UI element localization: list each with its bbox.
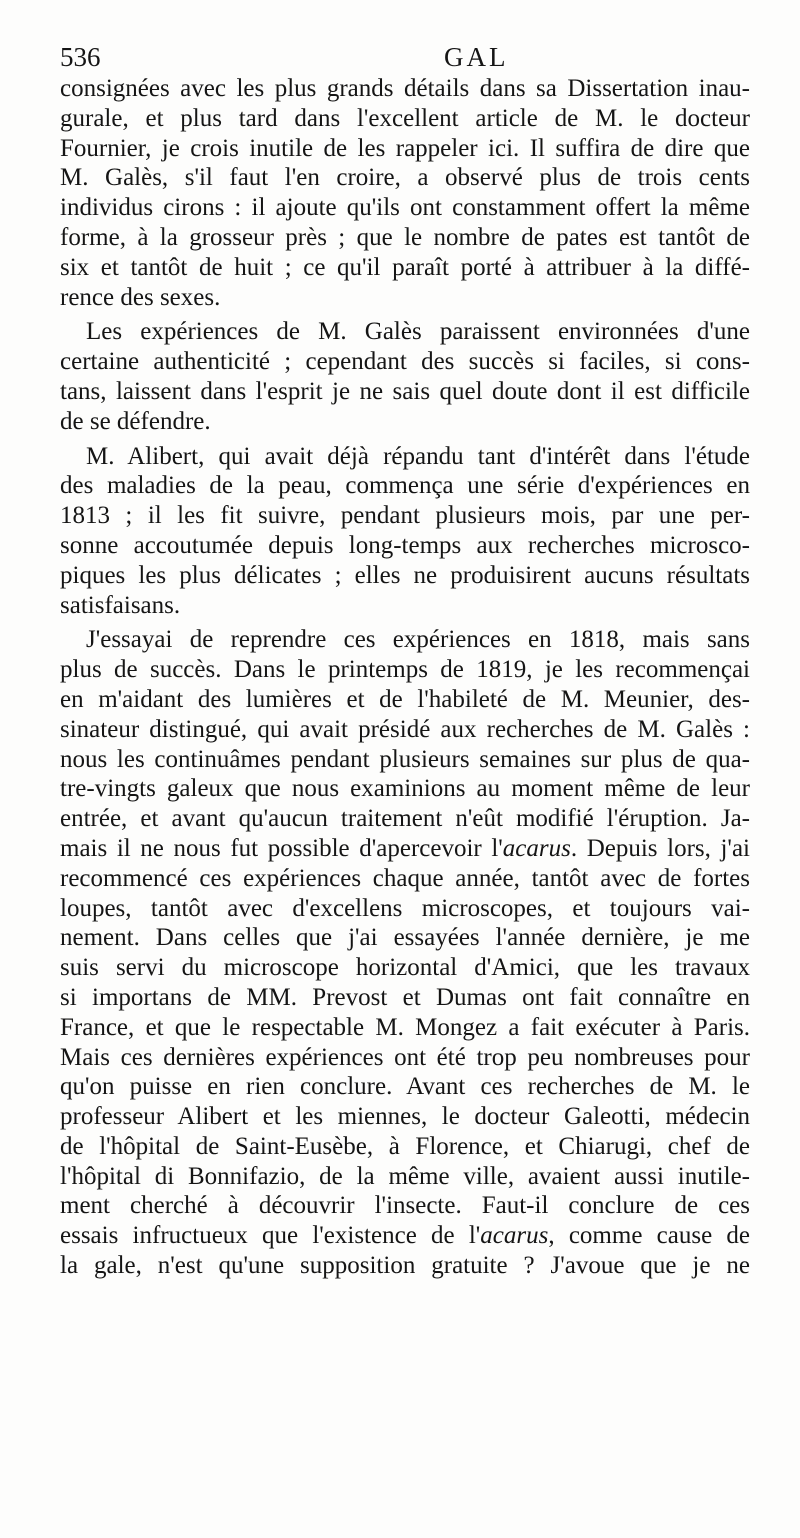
text-line: la gale, n'est qu'une supposition gratuite ? J'avoue que je ne (60, 1252, 750, 1280)
text-line: qu'on puisse en rien conclure. Avant ces recherches de M. le (60, 1073, 750, 1101)
text-line: 1813 ; il les fit suivre, pendant plusieurs mois, par une per- (60, 502, 750, 530)
paragraph (60, 625, 750, 1281)
text-line: sinateur distingué, qui avait présidé aux recherches de M. Galès : (60, 715, 750, 743)
text-line: ment cherché à découvrir l'insecte. Faut-il conclure de ces (60, 1192, 750, 1220)
italic-term: acarus (480, 1222, 549, 1250)
text-line: gurale, et plus tard dans l'excellent article de M. le docteur (60, 104, 750, 132)
text-line: sonne accoutumée depuis long-temps aux recherches microsco- (60, 531, 750, 559)
running-title: GAL (444, 42, 509, 72)
text-line: essais infructueux que l'existence de l'acarus, comme cause de (60, 1222, 750, 1250)
text-line: consignées avec les plus grands détails dans sa Dissertation inau- (60, 75, 750, 102)
italic-term: acarus (502, 834, 571, 862)
text-line: France, et que le respectable M. Mongez a fait exécuter à Paris. (60, 1013, 750, 1041)
text-line: certaine authenticité ; cependant des succès si faciles, si cons- (60, 348, 750, 376)
text-line: en m'aidant des lumières et de l'habileté de M. Meunier, des- (60, 685, 750, 713)
text-line: tre-vingts galeux que nous examinions au moment même de leur (60, 775, 750, 803)
text-line: suis servi du microscope horizontal d'Amici, que les travaux (60, 954, 750, 982)
text-line: entrée, et avant qu'aucun traitement n'eût modifié l'éruption. Ja- (60, 805, 750, 833)
text-line: Mais ces dernières expériences ont été trop peu nombreuses pour (60, 1043, 750, 1071)
text-line: Les expériences de M. Galès paraissent environnées d'une (86, 318, 750, 346)
text-line: recommencé ces expériences chaque année, tantôt avec de fortes (60, 864, 750, 892)
text-line: des maladies de la peau, commença une série d'expériences en (60, 472, 750, 500)
text-line: de se défendre. (60, 407, 211, 435)
text-line: six et tantôt de huit ; ce qu'il paraît porté à attribuer à la diffé- (60, 253, 750, 281)
paragraph (60, 442, 750, 621)
paragraph (60, 74, 750, 312)
text-line: M. Alibert, qui avait déjà répandu tant d'intérêt dans l'étude (86, 442, 750, 470)
text-line: de l'hôpital de Saint-Eusèbe, à Florence, et Chiarugi, chef de (60, 1132, 750, 1160)
text-line: l'hôpital di Bonnifazio, de la même ville, avaient aussi inutile- (60, 1162, 750, 1190)
text-line: nement. Dans celles que j'ai essayées l'année dernière, je me (60, 924, 750, 952)
text-line: loupes, tantôt avec d'excellens microscopes, et toujours vai- (60, 894, 750, 922)
text-line: M. Galès, s'il faut l'en croire, a observé plus de trois cents (60, 164, 750, 192)
text-line: forme, à la grosseur près ; que le nombre de pates est tantôt de (60, 223, 750, 251)
text-line: individus cirons : il ajoute qu'ils ont constamment offert la même (60, 194, 750, 222)
text-line: piques les plus délicates ; elles ne produisirent aucuns résultats (60, 561, 750, 589)
running-head (60, 40, 750, 74)
text-line: satisfaisans. (60, 591, 181, 619)
text-line: nous les continuâmes pendant plusieurs semaines sur plus de qua- (60, 745, 750, 773)
page-number: 536 (60, 42, 101, 72)
text-line: Fournier, je crois inutile de les rappeler ici. Il suffira de dire que (60, 134, 750, 162)
text-line: rence des sexes. (60, 283, 221, 311)
text-line: professeur Alibert et les miennes, le docteur Galeotti, médecin (60, 1103, 750, 1131)
text-line: mais il ne nous fut possible d'apercevoir l'acarus. Depuis lors, j'ai (60, 834, 750, 862)
text-line: J'essayai de reprendre ces expériences en 1818, mais sans (86, 626, 750, 654)
text-line: tans, laissent dans l'esprit je ne sais quel doute dont il est difficile (60, 377, 750, 405)
paragraph (60, 317, 750, 436)
text-line: plus de succès. Dans le printemps de 1819, je les recommençai (60, 656, 750, 684)
text-line: si importans de MM. Prevost et Dumas ont fait connaître en (60, 983, 750, 1011)
body-text (60, 74, 750, 1286)
